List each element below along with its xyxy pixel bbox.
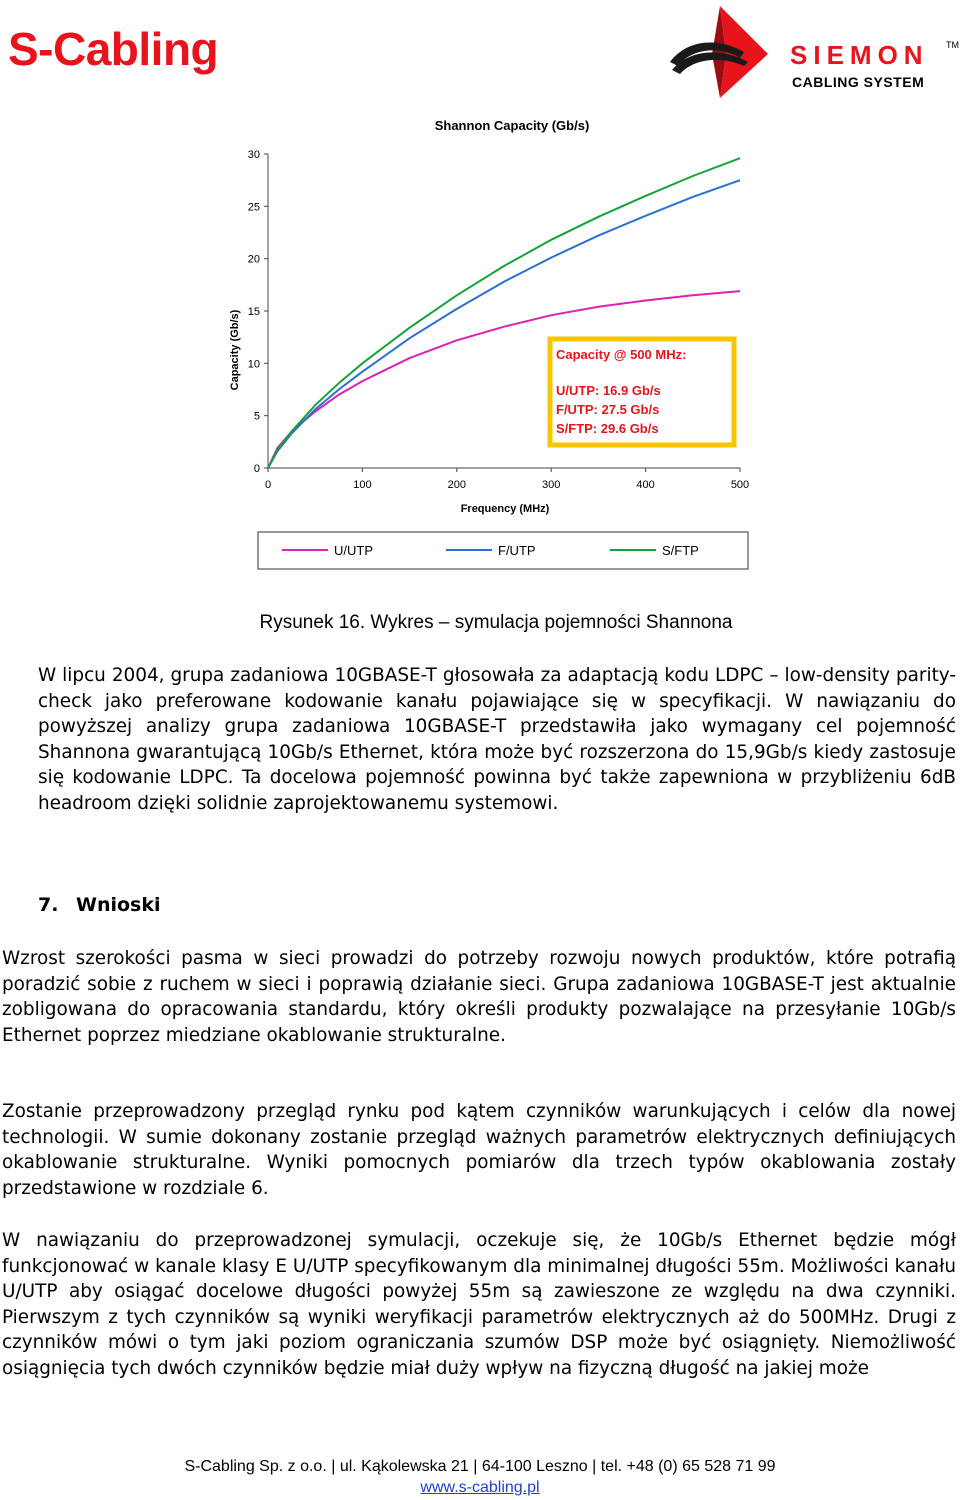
x-tick-label: 500	[730, 479, 750, 491]
siemon-triangle-icon	[668, 4, 768, 100]
x-tick-label: 0	[264, 479, 272, 491]
chart-legend	[258, 532, 748, 569]
x-tick-label: 300	[542, 479, 561, 491]
capacity-annotation-box	[550, 339, 734, 445]
siemon-wordmark: SIEMON	[790, 40, 929, 70]
x-tick-label: 400	[636, 479, 655, 491]
y-tick-label: 5	[253, 410, 260, 423]
figure-caption: Rysunek 16. Wykres – symulacja pojemności Shannona	[259, 612, 733, 633]
annotation-line-uutp: U/UTP: 16.9 Gb/s	[556, 383, 661, 398]
s-cabling-logo-text: S-Cabling	[8, 23, 219, 75]
paragraph-ldpc: W lipcu 2004, grupa zadaniowa 10GBASE-T głosowała za adaptacją kodu LDPC – low-density parity-check jako preferowane kodowanie kanału pojawiające się w specyfikacji. W nawiązaniu do powyższej analizy grupa zadaniowa 10GBASE-T przedstawiła jako wymagany cel pojemność Shannona gwarantującą 10Gb/s Ethernet, która może być rozszerzona do 15,9Gb/s kiedy zastosuje się kodowanie LDPC. Ta docelowa pojemność powinna być także zapewniona w przybliżeniu 6dB headroom dzięki solidnie zaprojektowanemu systemowi.	[38, 665, 956, 814]
chart-xlabel: Frequency (MHz)	[460, 503, 550, 515]
annotation-title: Capacity @ 500 MHz:	[556, 347, 687, 362]
legend-label-uutp: U/UTP	[334, 543, 373, 558]
chart-ylabel: Capacity (Gb/s)	[229, 309, 241, 391]
footer-address: S-Cabling Sp. z o.o. | ul. Kąkolewska 21 | 64-100 Leszno | tel. +48 (0) 65 528 71 99	[184, 1458, 776, 1475]
x-tick-label: 100	[353, 479, 372, 491]
siemon-logo	[668, 4, 958, 100]
section-title: Wnioski	[76, 894, 161, 916]
siemon-trademark: TM	[946, 40, 959, 50]
y-tick-label: 15	[247, 306, 260, 318]
legend-label-futp: F/UTP	[498, 543, 536, 558]
section-number: 7.	[38, 894, 59, 916]
section-heading	[38, 894, 161, 916]
paragraph-market-review: Zostanie przeprowadzony przegląd rynku pod kątem czynników warunkujących i celów dla nowej technologii. W sumie dokonany zostanie przegląd ważnych parametrów elektrycznych definiujących okablowanie strukturalne. Wyniki pomocnych pomiarów dla trzech typów okablowania zostały przedstawione w rozdziale 6.	[2, 1101, 956, 1199]
page-footer	[0, 1456, 960, 1498]
shannon-capacity-chart	[210, 110, 770, 580]
chart-title: Shannon Capacity (Gb/s)	[434, 118, 590, 133]
annotation-line-futp: F/UTP: 27.5 Gb/s	[556, 402, 660, 417]
y-tick-label: 0	[253, 463, 260, 475]
y-tick-label: 30	[247, 149, 260, 161]
s-cabling-logo	[8, 22, 218, 76]
x-tick-label: 200	[447, 479, 466, 491]
legend-label-sftp: S/FTP	[662, 543, 699, 558]
paragraph-simulation: W nawiązaniu do przeprowadzonej symulacji, oczekuje się, że 10Gb/s Ethernet będzie mógł funkcjonować w kanale klasy E U/UTP specyfikowanym dla minimalnej długości 55m. Możliwości kanału U/UTP aby osiągać docelowe długości powyżej 55m są zawieszone ze względu na dwa czynniki. Pierwszym z tych czynników są wyniki weryfikacji parametrów elektrycznych aż do 500MHz. Drugi z czynników mówi o tym jaki poziom ograniczania szumów DSP może być osiągnięty. Niemożliwość osiągnięcia tych dwóch czynników będzie miał duży wpływ na fizyczną długość na jakiej może	[2, 1230, 956, 1379]
annotation-line-sftp: S/FTP: 29.6 Gb/s	[556, 421, 659, 436]
siemon-subtitle: CABLING SYSTEM	[792, 74, 925, 90]
footer-website-link[interactable]: www.s-cabling.pl	[420, 1479, 540, 1496]
paragraph-bandwidth: Wzrost szerokości pasma w sieci prowadzi do potrzeby rozwoju nowych produktów, które potrafią poradzić sobie z ruchem w sieci i poprawią działanie sieci. Grupa zadaniowa 10GBASE-T jest aktualnie zobligowana do opracowania standardu, który określi produkty pozwalające na przesyłanie 10Gb/s Ethernet poprzez miedziane okablowanie strukturalne.	[2, 948, 956, 1046]
y-tick-label: 10	[247, 358, 260, 371]
y-tick-label: 20	[247, 253, 260, 266]
y-tick-label: 25	[247, 201, 260, 214]
